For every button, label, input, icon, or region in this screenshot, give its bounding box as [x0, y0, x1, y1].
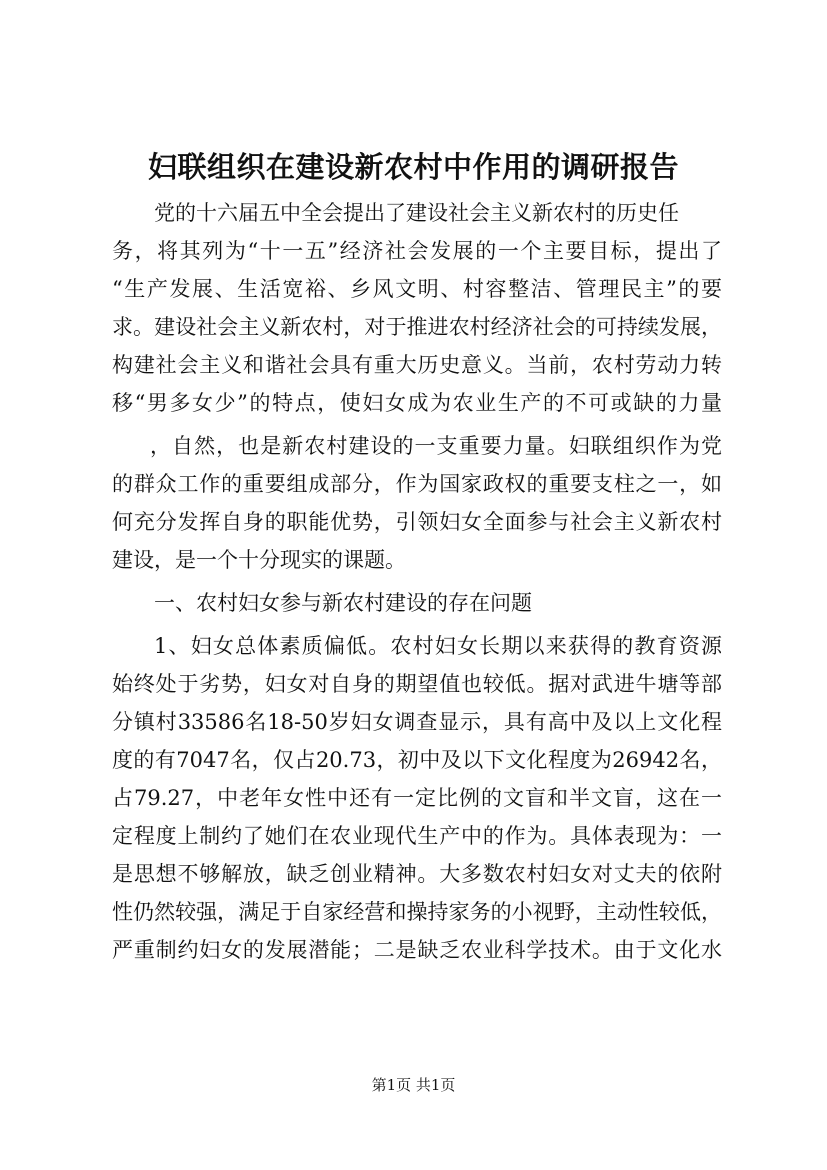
- body-line-9: 何充分发挥自身的职能优势，引领妇女全面参与社会主义新农村: [112, 510, 722, 534]
- body-line-13: 始终处于劣势，妇女对自身的期望值也较低。据对武进牛塘等部: [112, 672, 722, 696]
- body-line-15: 度的有7047名，仅占20.73，初中及以下文化程度为26942名，: [112, 748, 722, 772]
- body-line-3: “生产发展、生活宽裕、乡风文明、村容整洁、管理民主”的要: [112, 277, 722, 301]
- body-line-19: 性仍然较强，满足于自家经营和操持家务的小视野，主动性较低，: [112, 900, 722, 924]
- body-line-16: 占79.27，中老年女性中还有一定比例的文盲和半文盲，这在一: [112, 786, 722, 810]
- body-line-6: 移“男多女少”的特点，使妇女成为农业生产的不可或缺的力量: [112, 391, 722, 415]
- body-line-10: 建设，是一个十分现实的课题。: [112, 548, 406, 572]
- body-line-1: 党的十六届五中全会提出了建设社会主义新农村的历史任: [154, 201, 679, 225]
- body-line-14: 分镇村33586名18-50岁妇女调查显示，具有高中及以上文化程: [112, 710, 722, 734]
- body-line-20: 严重制约妇女的发展潜能；二是缺乏农业科学技术。由于文化水: [112, 938, 722, 962]
- page-number-footer: 第1页 共1页: [371, 1076, 456, 1094]
- section-heading: 一、农村妇女参与新农村建设的存在问题: [154, 591, 532, 615]
- body-line-7: ，自然，也是新农村建设的一支重要力量。妇联组织作为党: [150, 434, 722, 458]
- body-line-12: 1、妇女总体素质偏低。农村妇女长期以来获得的教育资源: [154, 634, 722, 658]
- body-line-4: 求。建设社会主义新农村，对于推进农村经济社会的可持续发展，: [112, 315, 722, 339]
- body-line-18: 是思想不够解放，缺乏创业精神。大多数农村妇女对丈夫的依附: [112, 862, 722, 886]
- body-line-17: 定程度上制约了她们在农业现代生产中的作为。具体表现为：一: [112, 824, 722, 848]
- body-line-8: 的群众工作的重要组成部分，作为国家政权的重要支柱之一，如: [112, 472, 722, 496]
- document-title: 妇联组织在建设新农村中作用的调研报告: [147, 150, 679, 184]
- body-line-2: 务，将其列为“十一五”经济社会发展的一个主要目标，提出了: [112, 239, 722, 263]
- body-line-5: 构建社会主义和谐社会具有重大历史意义。当前，农村劳动力转: [112, 353, 722, 377]
